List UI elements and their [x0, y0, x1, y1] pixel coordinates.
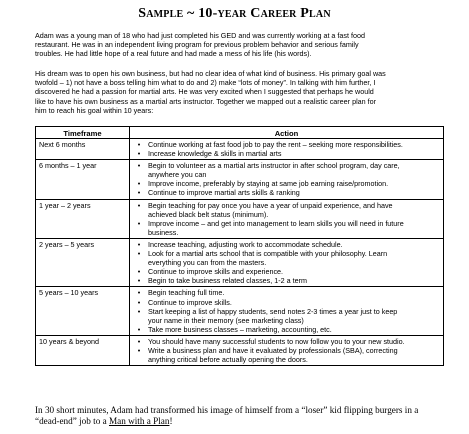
action-item: [130, 267, 439, 276]
bullet-icon: •: [137, 249, 141, 259]
bullet-icon: •: [137, 306, 141, 316]
bullet-icon: •: [137, 239, 141, 249]
bullet-icon: •: [137, 288, 141, 298]
intro-paragraph: Adam was a young man of 18 who had just completed his GED and was currently working at a fast food restaurant. He was in an independent living program for previous problem behavior and serious family troubles. He had little hope of a real future and had made a mess of his life (his words).: [35, 31, 366, 59]
timeframe-cell: 1 year – 2 years: [36, 199, 130, 238]
action-item: [130, 201, 439, 219]
action-text: Improve income, preferably by staying at same job earning raise/promotion.: [148, 179, 389, 189]
table-row: [36, 335, 444, 365]
action-item: [130, 219, 439, 237]
bullet-icon: •: [137, 297, 141, 307]
action-text: Continue to improve skills.: [148, 297, 232, 307]
closing-text: In 30 short minutes, Adam had transformed his image of himself from a “loser” kid flipping burgers in a “dead-end” job to a: [35, 405, 419, 427]
action-text: Improve income – and get into management to learn skills you will need in future business.: [148, 218, 404, 237]
action-text: Continue to improve martial arts skills & ranking: [148, 188, 300, 198]
action-text: Begin teaching full time.: [148, 288, 225, 298]
action-cell: [130, 238, 444, 286]
action-item: [130, 161, 439, 179]
bullet-icon: •: [137, 276, 141, 286]
action-cell: [130, 287, 444, 335]
action-text: Begin to take business related classes, 1-2 a term: [148, 276, 308, 286]
action-header: Action: [130, 127, 444, 139]
action-item: [130, 288, 439, 297]
action-text: Start keeping a list of happy students, send notes 2-3 times a year just to keep your name in their memory (see marketing class): [148, 306, 398, 325]
action-text: Begin to volunteer as a martial arts instructor in after school program, day care, anywhere you can: [148, 161, 400, 180]
timeframe-cell: 10 years & beyond: [36, 335, 130, 365]
table-row: [36, 199, 444, 238]
action-text: Take more business classes – marketing, accounting, etc.: [148, 324, 332, 334]
action-item: [130, 307, 439, 325]
action-cell: [130, 160, 444, 199]
bullet-icon: •: [137, 345, 141, 355]
action-item: [130, 249, 439, 267]
bullet-icon: •: [137, 149, 141, 159]
closing-paragraph: [35, 405, 465, 428]
action-text: Begin teaching for pay once you have a year of unpaid experience, and have achieved black belt status (minimum).: [148, 200, 393, 219]
timeframe-cell: Next 6 months: [36, 139, 130, 160]
bullet-icon: •: [137, 179, 141, 189]
action-text: Continue working at fast food job to pay the rent – seeking more responsibilities.: [148, 140, 403, 149]
dream-paragraph: His dream was to open his own business, but had no clear idea of what kind of business. His primary goal was twofold – 1) not have a boss telling him what to do and 2) make “lots of money”. In talking with him further, I discovered he had a passion for martial arts. He was very excited when I suggested that perhaps he would like to have his own business as a martial arts instructor. Together we mapped out a realistic career plan for him to reach his goal within 10 years:: [35, 69, 386, 115]
action-text: Write a business plan and have it evaluated by professionals (SBA), correcting anything critical before actually opening the doors.: [148, 345, 398, 365]
action-text: Continue to improve skills and experience.: [148, 267, 284, 277]
closing-exclamation: !: [169, 416, 173, 427]
action-item: [130, 298, 439, 307]
bullet-icon: •: [137, 336, 141, 346]
bullet-icon: •: [137, 161, 141, 171]
bullet-icon: •: [137, 200, 141, 210]
bullet-icon: •: [137, 218, 141, 228]
action-cell: [130, 199, 444, 238]
action-item: [130, 149, 439, 158]
table-row: [36, 160, 444, 199]
action-item: [130, 337, 439, 346]
action-cell: [130, 139, 444, 160]
table-header-row: [36, 127, 444, 139]
bullet-icon: •: [137, 267, 141, 277]
table-row: [36, 287, 444, 335]
action-item: [130, 179, 439, 188]
timeframe-cell: 2 years – 5 years: [36, 238, 130, 286]
bullet-icon: •: [137, 140, 141, 149]
table-row: [36, 238, 444, 286]
bullet-icon: •: [137, 324, 141, 334]
action-cell: [130, 335, 444, 365]
action-item: [130, 346, 439, 364]
action-item: [130, 240, 439, 249]
action-text: Look for a martial arts school that is compatible with your philosophy. Learn everything you can from the masters.: [148, 249, 388, 268]
career-plan-table: [35, 126, 444, 366]
action-text: Increase knowledge & skills in martial arts: [148, 149, 282, 159]
page-title: Sample ~ 10-year Career Plan: [138, 6, 331, 21]
table-row: [36, 139, 444, 160]
timeframe-header: Timeframe: [36, 127, 130, 139]
action-item: [130, 276, 439, 285]
action-item: [130, 188, 439, 197]
action-item: [130, 325, 439, 334]
man-with-a-plan-text: Man with a Plan: [108, 416, 170, 427]
action-text: You should have many successful students to now follow you to your new studio.: [148, 336, 405, 346]
timeframe-cell: 5 years – 10 years: [36, 287, 130, 335]
bullet-icon: •: [137, 188, 141, 198]
timeframe-cell: 6 months – 1 year: [36, 160, 130, 199]
action-item: [130, 140, 439, 149]
action-text: Increase teaching, adjusting work to accommodate schedule.: [148, 239, 343, 249]
